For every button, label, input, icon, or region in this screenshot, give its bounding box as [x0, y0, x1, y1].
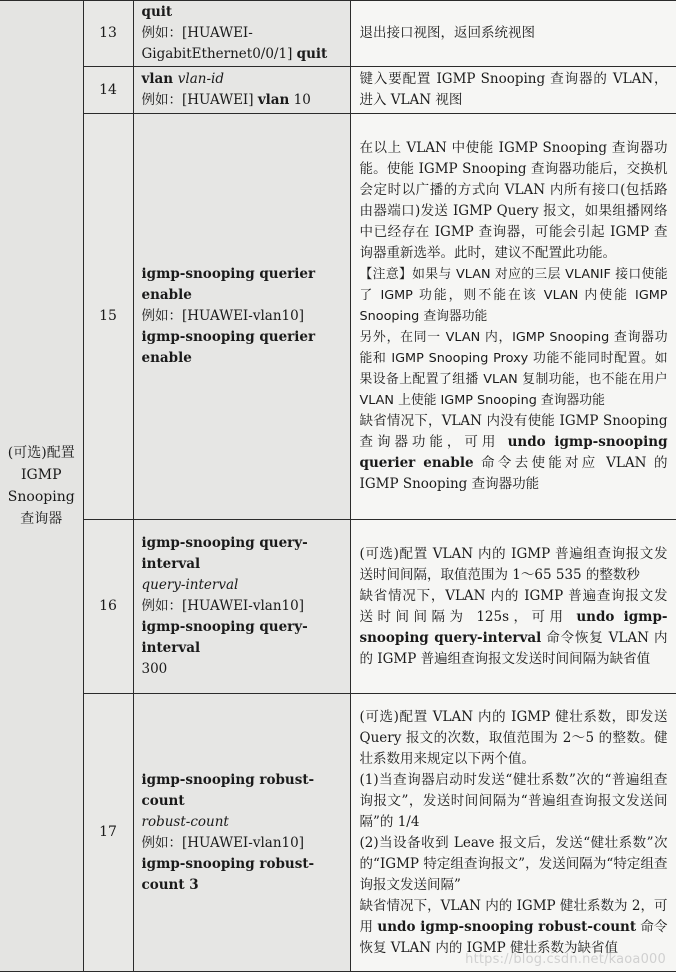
command-cell: [133, 1, 350, 67]
default-paragraph: 缺省情况下，VLAN 内的 IGMP 健壮系数为 2，可用 undo igmp-snooping robust-count 命令恢复 VLAN 内的 IGMP 健壮系数为缺省值: [359, 897, 668, 956]
table-row: [0, 1, 676, 67]
description-cell: 退出接口视图，返回系统视图: [350, 1, 676, 67]
command-example: 例如：[HUAWEI-vlan10]: [141, 308, 304, 324]
command-example: igmp-snooping robust-count 3: [141, 855, 315, 893]
default-paragraph: 缺省情况下，VLAN 内的 IGMP 普遍查询报文发送时间间隔为 125s，可用 undo igmp-snooping query-interval 命令恢复 VLAN 内的 IGMP 普遍组查询报文发送时间间隔为缺省值: [359, 587, 668, 667]
command-example: 例如：[HUAWEI-vlan10]: [141, 598, 304, 614]
note-paragraph: 【注意】如果与 VLAN 对应的三层 VLANIF 接口使能了 IGMP 功能，则不能在该 VLAN 内使能 IGMP Snooping 查询器功能: [359, 267, 668, 324]
description-paragraph: 在以上 VLAN 中使能 IGMP Snooping 查询器功能。使能 IGMP Snooping 查询器功能后，交换机会定时以广播的方式向 VLAN 内所有接口(包括路由器端口)发送 IGMP Query 报文，如果组播网络中已经存在 IGMP 查询器，可能会引起 IGMP 查询器重新选举。此时，建议不配置此功能。: [359, 140, 668, 261]
command-cell: [133, 694, 350, 972]
command-text: igmp-snooping query-interval: [141, 535, 308, 572]
command-text: quit: [141, 4, 173, 20]
table-row: [0, 114, 676, 520]
watermark: https://blog.csdn.net/kaoa000: [465, 952, 666, 967]
description-paragraph: (1)当查询器启动时发送“健壮系数”次的“普遍组查询报文”，发送时间间隔为“普遍组查询报文发送间隔”的 1/4: [359, 771, 668, 830]
description-cell: [350, 520, 676, 694]
step-number: 16: [83, 520, 133, 694]
command-text: igmp-snooping querier enable: [141, 266, 316, 303]
table-row: [0, 67, 676, 114]
description-cell: [350, 694, 676, 972]
group-label-cell: [0, 1, 83, 972]
step-number: 13: [83, 1, 133, 67]
step-number: 17: [83, 694, 133, 972]
command-example: 例如：[HUAWEI-vlan10]: [141, 834, 304, 851]
step-number: 14: [83, 67, 133, 114]
command-cell: [133, 520, 350, 694]
command-cell: [133, 114, 350, 520]
command-cell: [133, 67, 350, 114]
command-example: 例如：[HUAWEI] vlan 10: [141, 92, 311, 108]
command-example: 300: [141, 661, 168, 677]
command-example: igmp-snooping querier enable: [141, 329, 316, 366]
description-cell: [350, 114, 676, 520]
description-paragraph: (可选)配置 VLAN 内的 IGMP 健壮系数，即发送 Query 报文的次数，取值范围为 2～5 的整数。健壮系数用来规定以下两个值。: [359, 708, 668, 767]
description-paragraph: (2)当设备收到 Leave 报文后，发送“健壮系数”次的“IGMP 特定组查询报文”，发送间隔为“特定组查询报文发送间隔”: [359, 834, 668, 893]
step-number: 15: [83, 114, 133, 520]
command-example: igmp-snooping query-interval: [141, 619, 308, 656]
note-paragraph: 另外，在同一 VLAN 内，IGMP Snooping 查询器功能和 IGMP Snooping Proxy 功能不能同时配置。如果设备上配置了组播 VLAN 复制功能，也不能在用户 VLAN 上使能 IGMP Snooping 查询器功能: [359, 330, 668, 408]
table-row: [0, 694, 676, 972]
command-example: 例如：[HUAWEI-GigabitEthernet0/0/1] quit: [141, 25, 328, 62]
default-paragraph: 缺省情况下，VLAN 内没有使能 IGMP Snooping 查询器功能，可用 undo igmp-snooping querier enable 命令去使能对应 VLAN 的 IGMP Snooping 查询器功能: [359, 413, 668, 492]
command-param: robust-count: [141, 813, 229, 830]
command-text: vlan vlan-id: [141, 71, 224, 87]
group-label: (可选)配置 IGMP Snooping 查询器: [7, 445, 75, 527]
description-cell: 键入要配置 IGMP Snooping 查询器的 VLAN，进入 VLAN 视图: [350, 67, 676, 114]
table-row: [0, 520, 676, 694]
description-paragraph: (可选)配置 VLAN 内的 IGMP 普遍组查询报文发送时间间隔，取值范围为 1～65 535 的整数秒: [359, 545, 668, 583]
command-param: query-interval: [141, 577, 239, 593]
command-text: igmp-snooping robust-count: [141, 771, 315, 809]
